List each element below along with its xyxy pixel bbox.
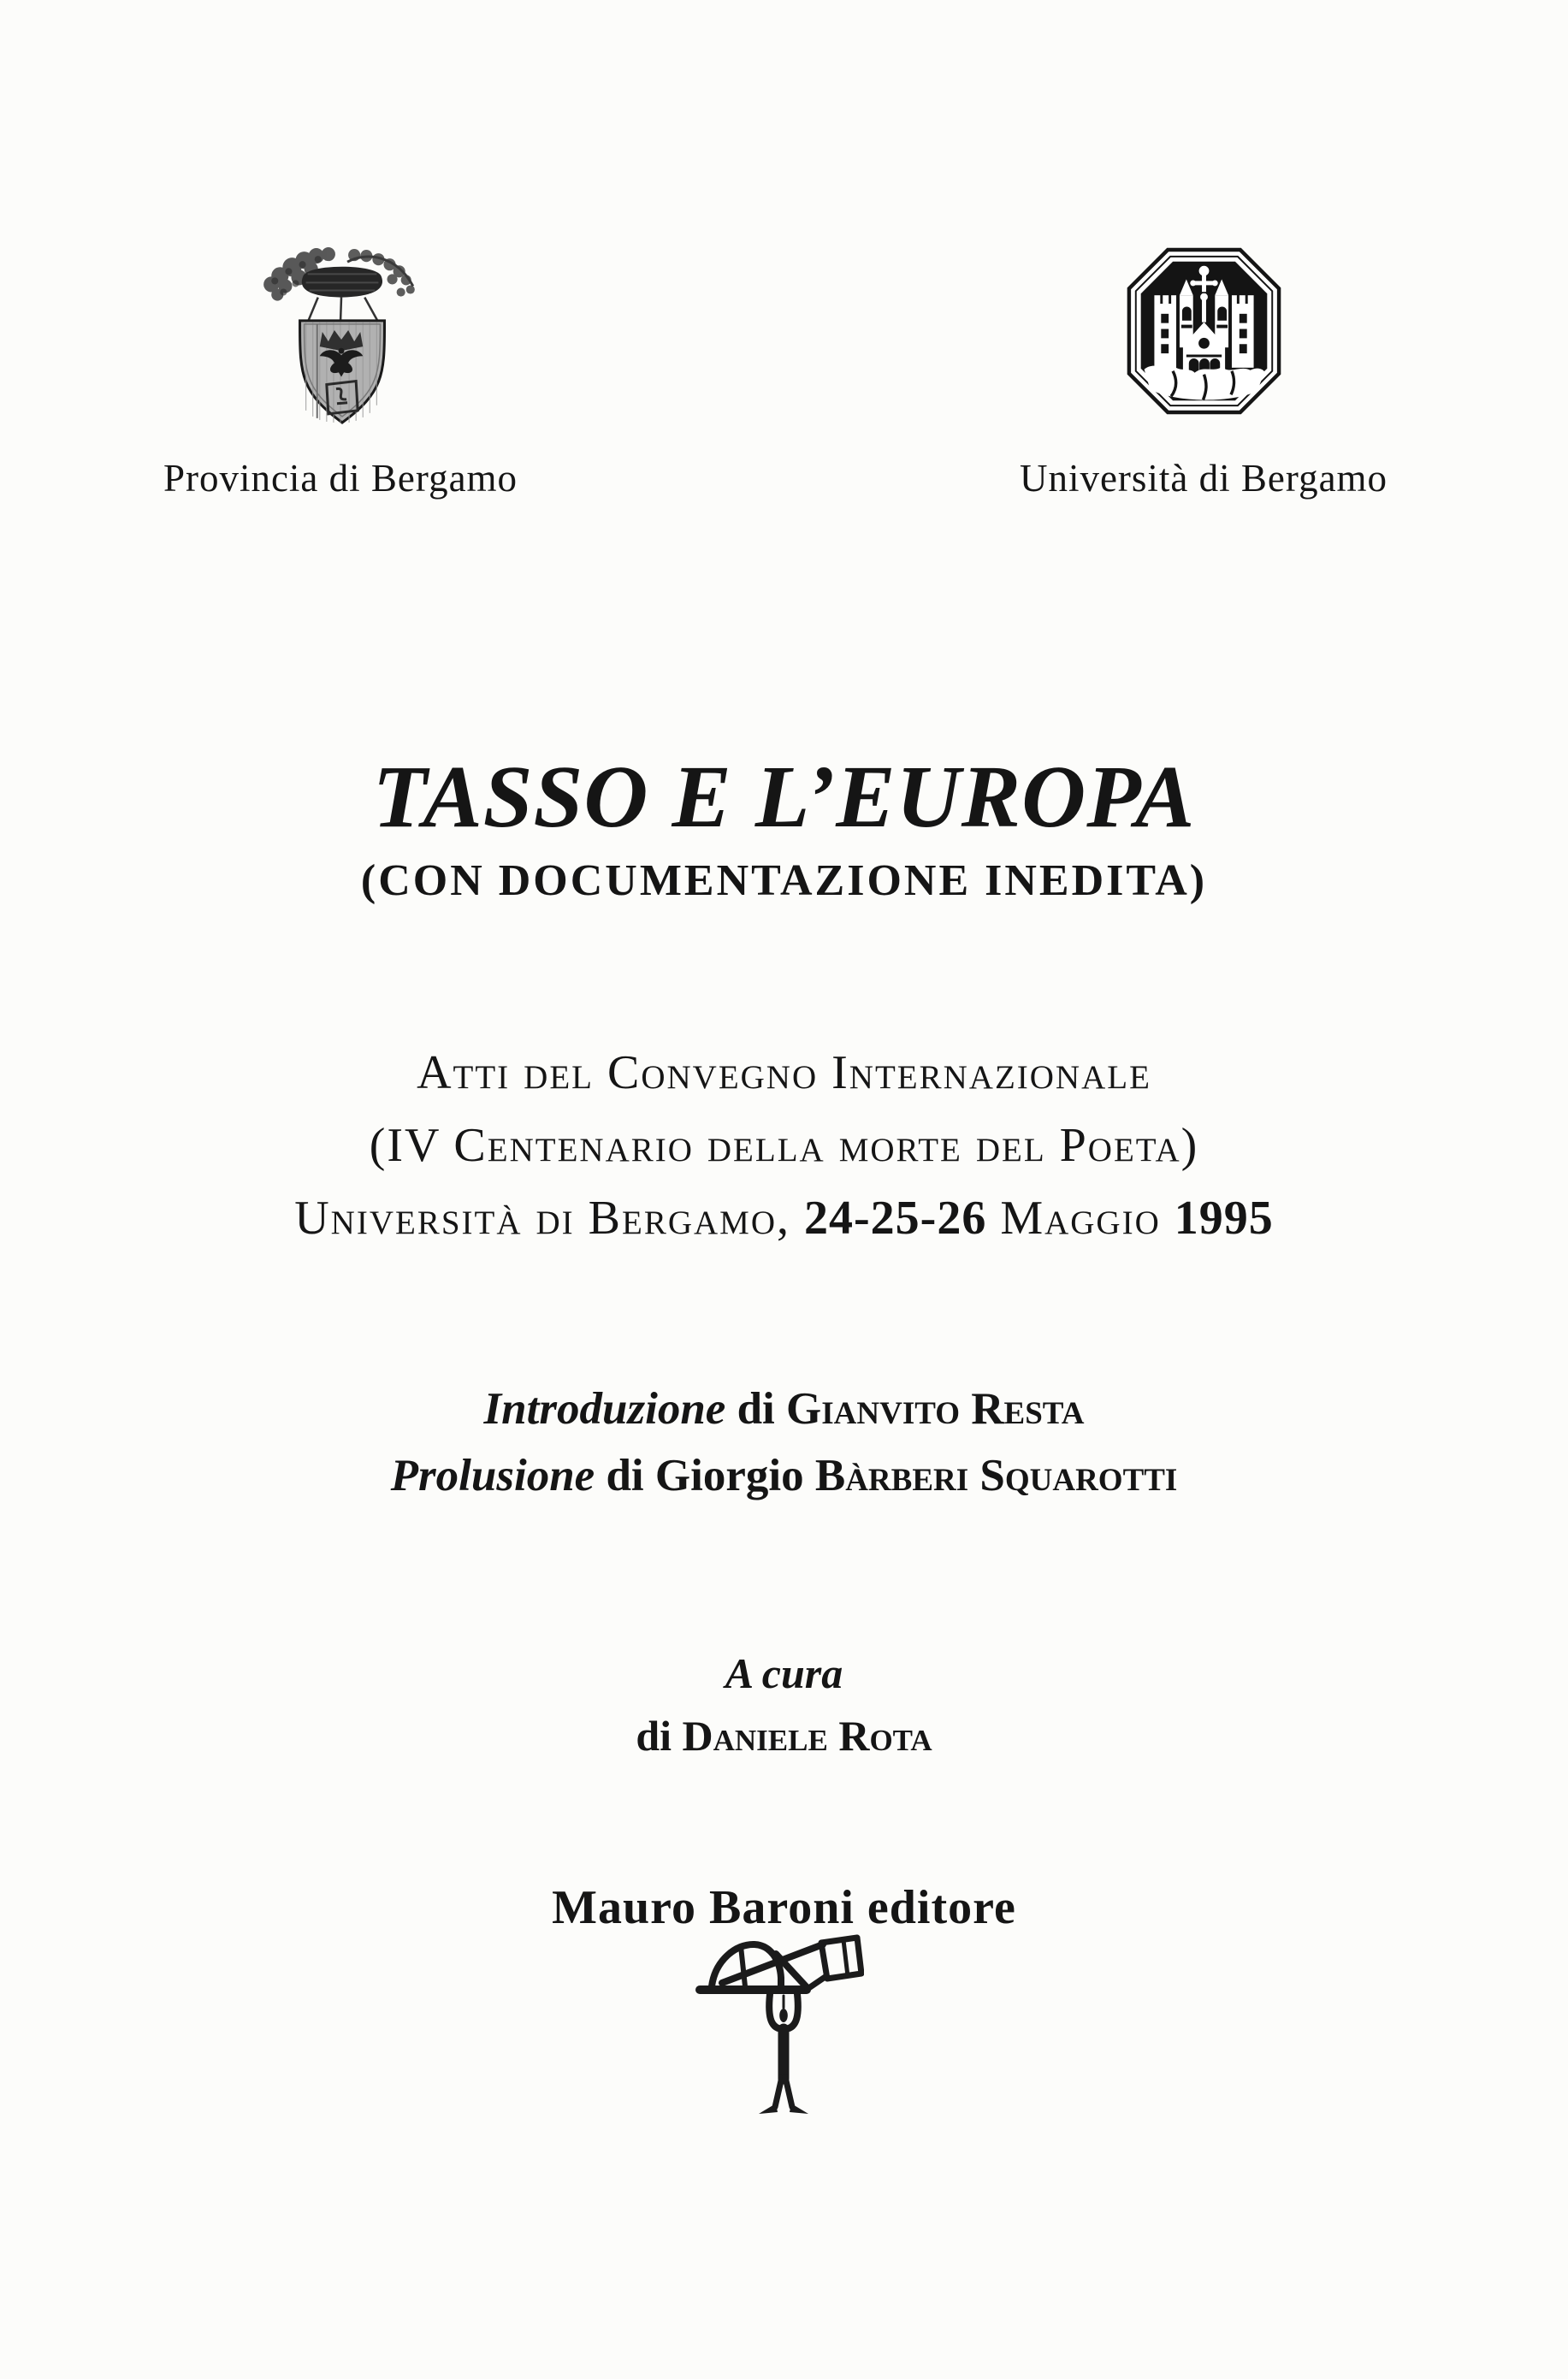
universita-octagon-emblem-icon [1124,245,1284,422]
conference-month: Maggio [1000,1192,1161,1245]
prolusione-credit [0,1442,1568,1509]
introduction-credit [0,1376,1568,1442]
conference-venue: Università di Bergamo, [294,1192,791,1245]
conference-line-1: Atti del Convegno Internazionale [417,1046,1151,1099]
introduction-label: Introduzione [483,1384,726,1434]
curator-block [0,1642,1568,1767]
prolusione-label: Prolusione [390,1451,595,1500]
introduction-author: Gianvito Resta [786,1384,1085,1434]
universita-caption: Università di Bergamo [1019,457,1388,500]
publisher-figure-mark-icon [0,1933,1568,2130]
curator-heading [0,1642,1568,1705]
conference-line-2: (IV Centenario della morte del Poeta) [369,1119,1199,1172]
provincia-coat-of-arms-icon [254,245,427,430]
conference-line-3 [0,1182,1568,1255]
curator-name: Daniele Rota [682,1712,932,1760]
universita-logo-block [1001,245,1406,501]
conference-block [0,1037,1568,1255]
curator-line [0,1705,1568,1767]
provincia-logo-block [152,245,529,501]
provincia-caption: Provincia di Bergamo [163,457,518,500]
book-subtitle: (CON DOCUMENTAZIONE INEDITA) [360,856,1208,905]
conference-year: 1995 [1174,1192,1274,1245]
curator-connector: di [636,1712,672,1760]
prolusione-author: Bàrberi Squarotti [814,1451,1178,1500]
curator-heading-label: A cura [725,1649,843,1697]
prolusione-connector: di Giorgio [606,1451,804,1500]
book-title: TASSO E L’EUROPA [372,748,1196,846]
introduction-connector: di [737,1384,775,1434]
credits-block [0,1376,1568,1509]
publisher-name: Mauro Baroni editore [552,1881,1016,1934]
conference-dates: 24-25-26 [804,1192,987,1245]
